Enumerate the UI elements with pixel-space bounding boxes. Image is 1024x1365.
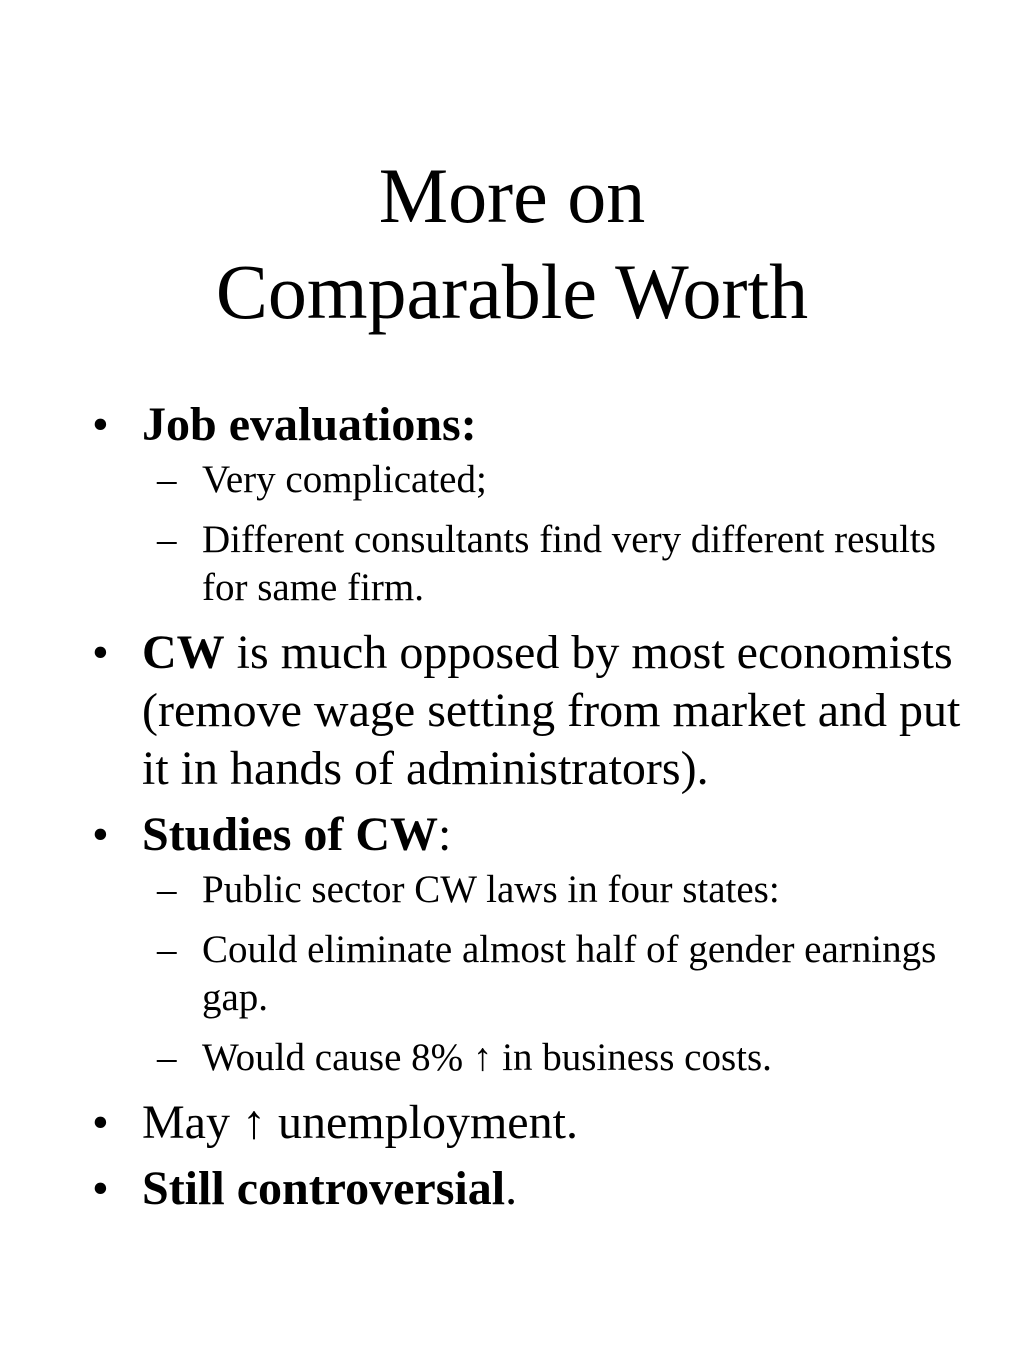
sub-list bbox=[142, 456, 964, 612]
bullet-list bbox=[0, 396, 1024, 1226]
bullet-text: is much opposed by most economists (remove wage setting from market and put it in hands of administrators). bbox=[142, 626, 961, 795]
bullet-job-evaluations bbox=[0, 396, 1024, 612]
bullet-bold-text: Studies of CW bbox=[142, 808, 439, 861]
bullet-bold-text: Still controversial bbox=[142, 1162, 506, 1215]
bullet-text: May ↑ unemployment. bbox=[142, 1096, 578, 1149]
dash-marker: – bbox=[157, 868, 177, 911]
dash-marker: – bbox=[157, 928, 177, 971]
sub-item bbox=[142, 926, 964, 1022]
title-line-2: Comparable Worth bbox=[215, 248, 809, 335]
dash-marker: – bbox=[157, 518, 177, 561]
title-line-1: More on bbox=[378, 152, 646, 239]
sub-item-text: Different consultants find very different results for same firm. bbox=[202, 518, 936, 609]
bullet-cw-opposed bbox=[0, 624, 1024, 798]
dash-marker: – bbox=[157, 458, 177, 501]
sub-item-text: Would cause 8% ↑ in business costs. bbox=[202, 1036, 772, 1079]
sub-list bbox=[142, 866, 964, 1082]
sub-item bbox=[142, 516, 964, 612]
sub-item bbox=[142, 1034, 964, 1082]
bullet-marker: • bbox=[92, 1162, 109, 1215]
sub-item bbox=[142, 456, 964, 504]
bullet-bold-text: Job evaluations: bbox=[142, 398, 477, 451]
sub-item bbox=[142, 866, 964, 914]
bullet-unemployment bbox=[0, 1094, 1024, 1152]
sub-item-text: Very complicated; bbox=[202, 458, 487, 501]
bullet-bold-text: CW bbox=[142, 626, 225, 679]
dash-marker: – bbox=[157, 1036, 177, 1079]
bullet-marker: • bbox=[92, 398, 109, 451]
bullet-marker: • bbox=[92, 626, 109, 679]
bullet-studies-of-cw bbox=[0, 806, 1024, 1082]
slide-title bbox=[0, 148, 1024, 340]
bullet-marker: • bbox=[92, 1096, 109, 1149]
bullet-text: . bbox=[505, 1162, 518, 1215]
bullet-text: : bbox=[438, 808, 452, 861]
sub-item-text: Public sector CW laws in four states: bbox=[202, 868, 780, 911]
bullet-still-controversial bbox=[0, 1160, 1024, 1218]
bullet-marker: • bbox=[92, 808, 109, 861]
sub-item-text: Could eliminate almost half of gender earnings gap. bbox=[202, 928, 937, 1019]
